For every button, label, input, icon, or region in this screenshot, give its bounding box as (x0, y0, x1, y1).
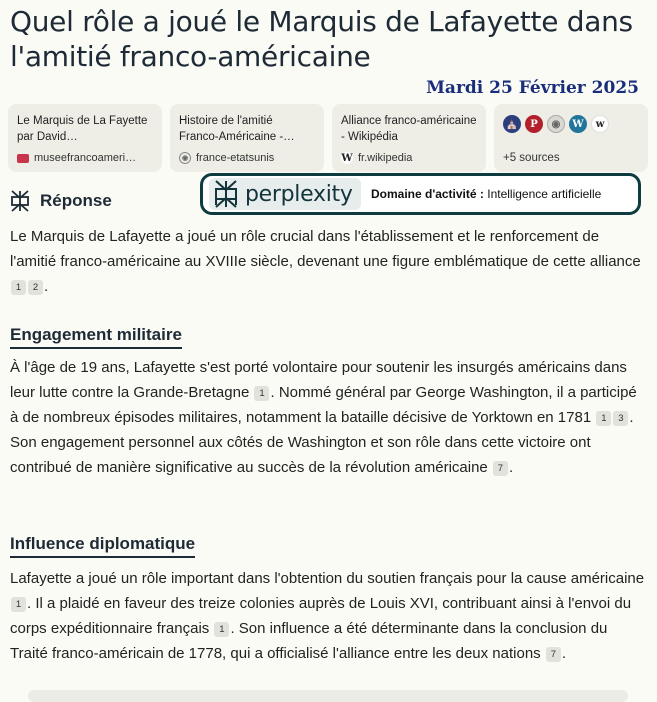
p-icon: P (525, 115, 543, 133)
source-title: Alliance franco-américaine - Wikipédia (341, 115, 477, 143)
globe-icon: ◉ (179, 152, 191, 164)
wordpress-icon: W (569, 115, 587, 133)
perplexity-banner (200, 173, 641, 215)
source-icons (503, 115, 639, 133)
paragraph-text: Lafayette a joué un rôle important dans l'obtention du soutien français pour la cause américaine (10, 570, 645, 587)
citation-badge[interactable]: 1 (11, 597, 26, 612)
citation-badge[interactable]: 1 (254, 386, 269, 401)
sources-row (8, 104, 648, 172)
citation-badge[interactable]: 1 (11, 280, 26, 295)
more-sources-card[interactable] (494, 104, 648, 172)
perplexity-wordmark: perplexity (245, 181, 353, 207)
wikipedia-icon: w (591, 115, 609, 133)
page-title: Quel rôle a joué le Marquis de Lafayette dans l'amitié franco-américaine (10, 5, 633, 73)
citation-badge[interactable]: 1 (214, 622, 229, 637)
museum-flag-icon (17, 154, 29, 163)
perplexity-answer-icon (10, 190, 30, 212)
source-card[interactable] (332, 104, 486, 172)
more-sources-label: +5 sources (503, 152, 560, 164)
paragraph-text: . Son engagement personnel aux côtés de Washington et son rôle dans cette victoire ont contribué de manière significative au succès de la révolution américaine (10, 409, 634, 476)
perplexity-logo-icon (213, 180, 239, 208)
paragraph-text: . Nommé général par George Washington, il a participé à de nombreux épisodes militaires, notamment la bataille décisive de Yorktown en 1781 (10, 384, 637, 426)
globe-icon: ◉ (547, 115, 565, 133)
wikipedia-icon: W (341, 152, 353, 164)
intro-text: Le Marquis de Lafayette a joué un rôle crucial dans l'établissement et le renforcement de l'amitié franco-américaine au XVIIIe siècle, devenant une figure emblématique de cette alliance (10, 228, 641, 270)
section-heading-diplomatic: Influence diplomatique (10, 533, 195, 558)
source-title: Le Marquis de La Fayette par David… (17, 115, 148, 143)
answer-label: Réponse (40, 191, 112, 210)
domain-value: Intelligence artificielle (487, 187, 602, 201)
diplomatic-paragraph: Lafayette a joué un rôle important dans l'obtention du soutien français pour la cause américaine 1 . Il a plaidé en faveur des treize colonies auprès de Louis XVI, contribuant ainsi à l'envoi du corps expéditionnaire français 1 . Son influence a été déterminante dans la conclusion du Traité franco-américain de 1778, qui a officialisé l'alliance entre les deux nations 7 . (10, 570, 645, 662)
bottom-card-edge (28, 690, 628, 702)
source-card[interactable] (8, 104, 162, 172)
perplexity-logo (209, 178, 361, 210)
military-paragraph: À l'âge de 19 ans, Lafayette s'est porté volontaire pour soutenir les insurgés américains dans leur lutte contre la Grande-Bretagne 1 . Nommé général par George Washington, il a participé à de nombreux épisodes militaires, notamment la bataille décisive de Yorktown en 1781 1 3 . Son engagement personnel aux côtés de Washington et son rôle dans cette victoire ont contribué de manière significative au succès de la révolution américaine 7 . (10, 359, 637, 476)
paragraph-text: . Son influence a été déterminante dans la conclusion du Traité franco-américain de 1778, qui a officialisé l'alliance entre les deux nations (10, 620, 608, 662)
paragraph-text: À l'âge de 19 ans, Lafayette s'est porté volontaire pour soutenir les insurgés américains dans leur lutte contre la Grande-Bretagne (10, 359, 627, 401)
paragraph-text: . Il a plaidé en faveur des treize colonies auprès de Louis XVI, contribuant ainsi à l'envoi du corps expéditionnaire français (10, 595, 632, 637)
citation-badge[interactable]: 7 (546, 647, 561, 662)
source-meta (341, 152, 412, 164)
date-label: Mardi 25 Février 2025 (426, 78, 639, 98)
answer-heading (10, 190, 112, 212)
domain-text (371, 187, 601, 201)
citation-badge[interactable]: 7 (493, 461, 508, 476)
citation-badge[interactable]: 2 (28, 280, 43, 295)
source-meta (17, 152, 136, 164)
source-meta (179, 152, 274, 164)
domain-label: Domaine d'activité : (371, 187, 484, 201)
government-icon: ⛪ (503, 115, 521, 133)
section-heading-military: Engagement militaire (10, 324, 182, 349)
source-title: Histoire de l'amitié Franco-Américaine -… (179, 115, 295, 143)
source-site: museefrancoameri… (34, 152, 137, 164)
citation-badge[interactable]: 1 (596, 411, 611, 426)
citation-badge[interactable]: 3 (613, 411, 628, 426)
intro-paragraph: Le Marquis de Lafayette a joué un rôle crucial dans l'établissement et le renforcement de l'amitié franco-américaine au XVIIIe siècle, devenant une figure emblématique de cette alliance 1 2 . (10, 228, 641, 295)
source-card[interactable] (170, 104, 324, 172)
source-site: fr.wikipedia (358, 152, 413, 164)
source-site: france-etatsunis (196, 152, 275, 164)
